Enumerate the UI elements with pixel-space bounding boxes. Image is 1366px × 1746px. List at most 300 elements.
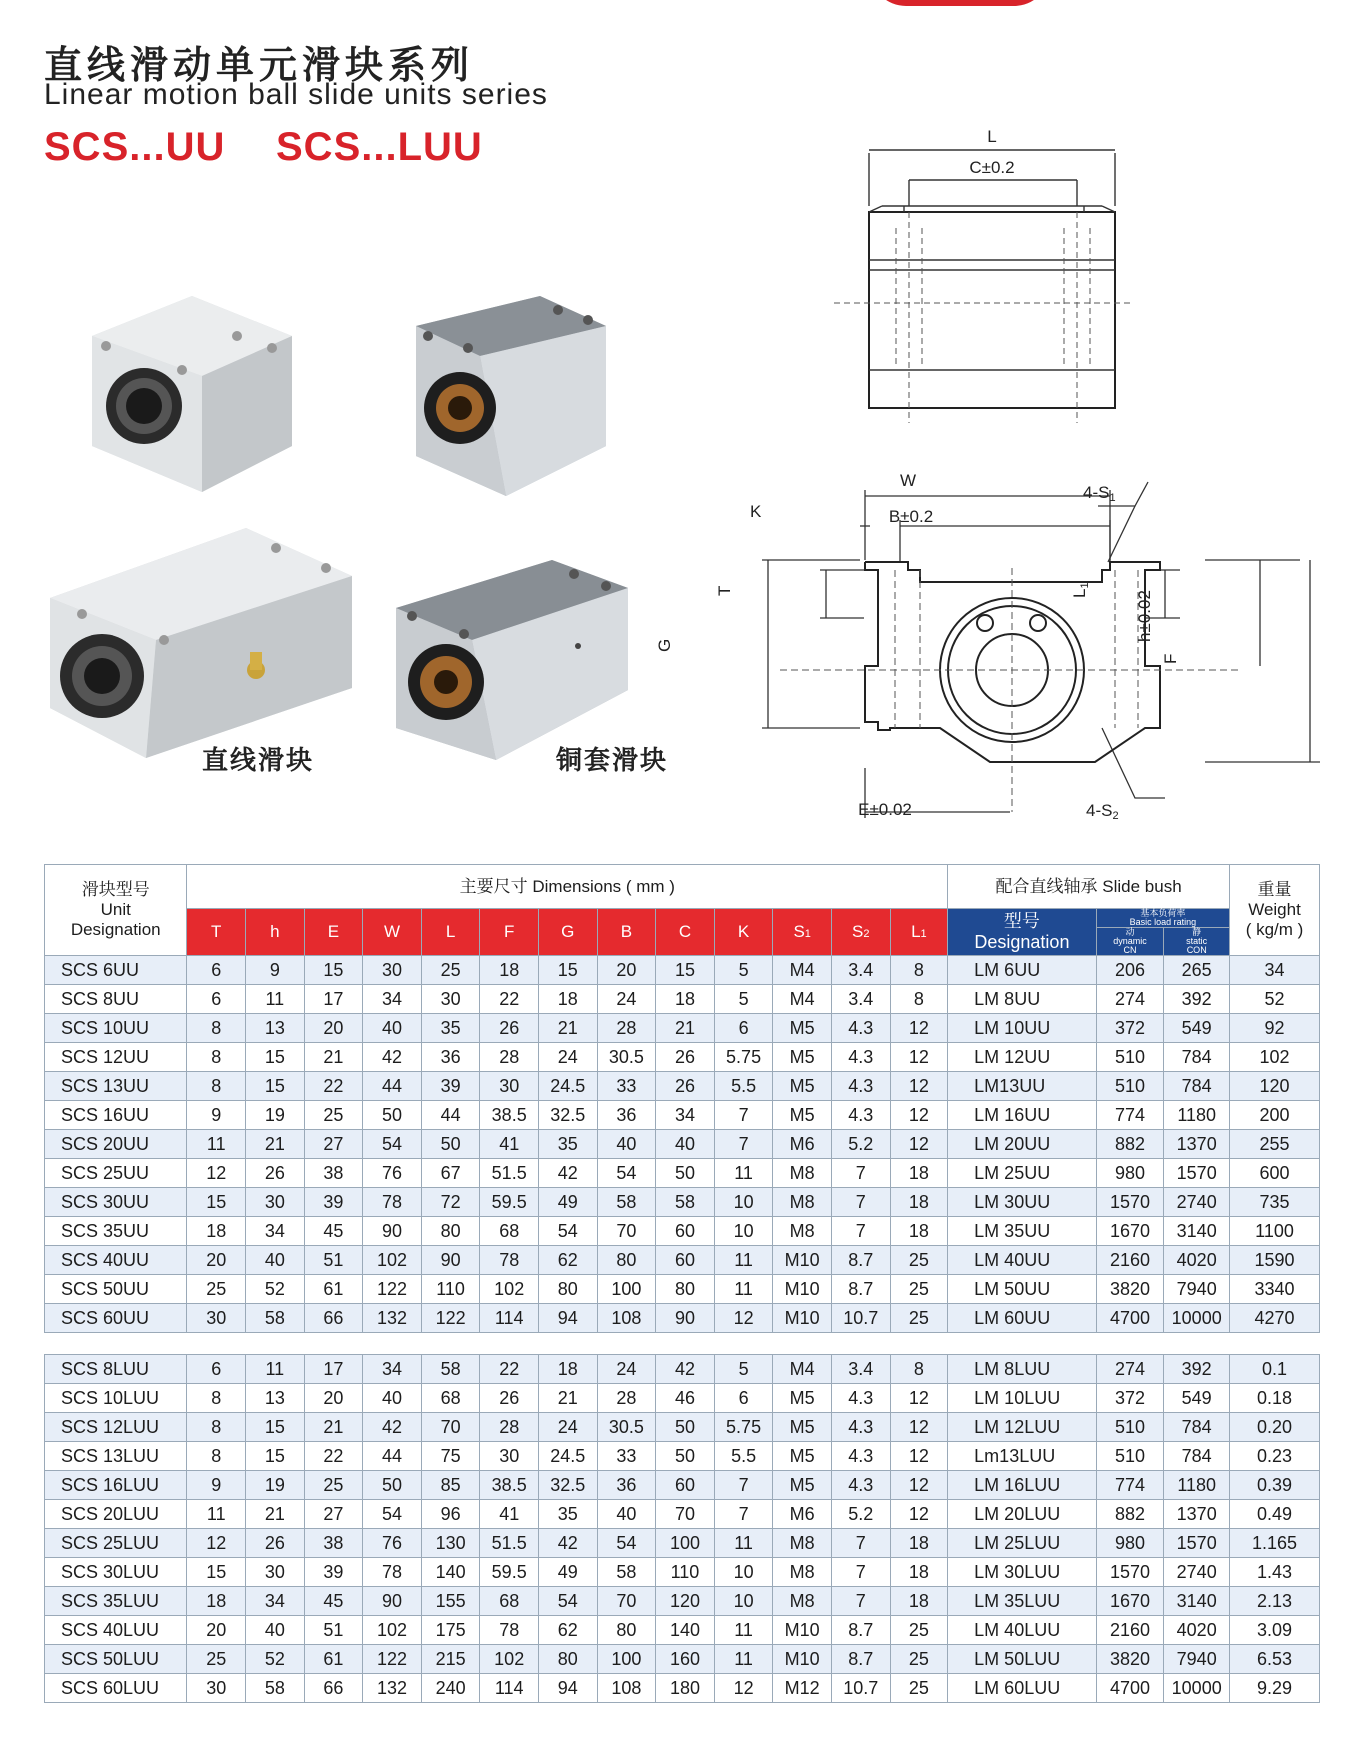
table-cell: 21 — [304, 1043, 363, 1072]
table-cell: 39 — [304, 1558, 363, 1587]
table-cell: 34 — [656, 1101, 715, 1130]
table-cell: 20 — [187, 1246, 246, 1275]
table-cell: 0.39 — [1230, 1471, 1320, 1500]
table-cell: 180 — [656, 1674, 715, 1703]
table-cell: 68 — [480, 1217, 539, 1246]
table-cell: 11 — [246, 985, 305, 1014]
table-cell: 4.3 — [831, 1101, 890, 1130]
table-cell: 102 — [1230, 1043, 1320, 1072]
table-cell: M10 — [773, 1246, 832, 1275]
table-cell: 67 — [421, 1159, 480, 1188]
table-cell: 7 — [714, 1101, 773, 1130]
table-cell: 78 — [480, 1616, 539, 1645]
table-cell: 6 — [714, 1014, 773, 1043]
table-cell: 1570 — [1164, 1529, 1230, 1558]
table-cell: 42 — [539, 1159, 598, 1188]
table-cell: 774 — [1096, 1101, 1164, 1130]
table-cell: 5.75 — [714, 1413, 773, 1442]
table-cell: 8 — [890, 985, 948, 1014]
table-cell: 36 — [421, 1043, 480, 1072]
column-header-8: C — [656, 909, 715, 956]
table-cell: 11 — [714, 1529, 773, 1558]
table-cell: 27 — [304, 1500, 363, 1529]
column-header-0: T — [187, 909, 246, 956]
bush-designation-cell: LM 6UU — [948, 956, 1097, 985]
table-cell: 8 — [890, 956, 948, 985]
table-cell: 24 — [597, 985, 656, 1014]
table-cell: 12 — [187, 1159, 246, 1188]
table-cell: 80 — [656, 1275, 715, 1304]
table-cell: 12 — [890, 1101, 948, 1130]
dim-label-s2: 4-S2 — [1086, 801, 1119, 822]
dim-label-g: G — [655, 638, 674, 652]
unit-designation-cell: SCS 8UU — [45, 985, 187, 1014]
table-cell: 76 — [363, 1159, 422, 1188]
dim-label-l1: L1 — [1070, 582, 1091, 598]
column-header-5: F — [480, 909, 539, 956]
table-cell: 12 — [890, 1442, 948, 1471]
unit-designation-cell: SCS 10UU — [45, 1014, 187, 1043]
table-cell: 200 — [1230, 1101, 1320, 1130]
table-cell: 21 — [304, 1413, 363, 1442]
table-cell: 19 — [246, 1471, 305, 1500]
table-cell: 0.49 — [1230, 1500, 1320, 1529]
table-cell: 40 — [363, 1384, 422, 1413]
table-cell: 30.5 — [597, 1043, 656, 1072]
table-cell: 30 — [187, 1674, 246, 1703]
uu-rows — [45, 956, 1320, 1333]
table-cell: 7 — [831, 1529, 890, 1558]
table-cell: 274 — [1096, 985, 1164, 1014]
table-cell: 80 — [539, 1645, 598, 1674]
table-cell: 3140 — [1164, 1217, 1230, 1246]
table-cell: 2740 — [1164, 1188, 1230, 1217]
table-cell: 90 — [363, 1587, 422, 1616]
table-cell: 20 — [304, 1014, 363, 1043]
bush-designation-cell: LM 25UU — [948, 1159, 1097, 1188]
table-cell: 9.29 — [1230, 1674, 1320, 1703]
table-cell: 22 — [304, 1442, 363, 1471]
table-cell: 26 — [480, 1014, 539, 1043]
table-cell: 24 — [539, 1043, 598, 1072]
table-cell: 8 — [187, 1072, 246, 1101]
table-cell: 12 — [187, 1529, 246, 1558]
table-row — [45, 1304, 1320, 1333]
table-cell: 7940 — [1164, 1645, 1230, 1674]
table-cell: 51 — [304, 1246, 363, 1275]
table-cell: 10000 — [1164, 1674, 1230, 1703]
table-cell: 12 — [890, 1014, 948, 1043]
table-cell: 8 — [890, 1355, 948, 1384]
table-cell: 22 — [304, 1072, 363, 1101]
table-cell: 90 — [656, 1304, 715, 1333]
bush-designation-cell: LM 40UU — [948, 1246, 1097, 1275]
table-cell: 10.7 — [831, 1304, 890, 1333]
table-cell: 15 — [246, 1442, 305, 1471]
column-header-2: E — [304, 909, 363, 956]
table-cell: 11 — [714, 1275, 773, 1304]
table-cell: 50 — [363, 1471, 422, 1500]
table-row — [45, 1014, 1320, 1043]
table-cell: 62 — [539, 1616, 598, 1645]
table-cell: 50 — [421, 1130, 480, 1159]
table-cell: 7 — [714, 1130, 773, 1159]
table-cell: 4020 — [1164, 1616, 1230, 1645]
table-cell: 78 — [480, 1246, 539, 1275]
table-cell: 15 — [246, 1043, 305, 1072]
table-cell: 52 — [246, 1645, 305, 1674]
table-cell: 52 — [246, 1275, 305, 1304]
table-cell: 22 — [480, 985, 539, 1014]
table-cell: M8 — [773, 1217, 832, 1246]
table-cell: 58 — [246, 1304, 305, 1333]
table-cell: 12 — [890, 1471, 948, 1500]
table-cell: 42 — [363, 1043, 422, 1072]
bush-designation-cell: LM 20UU — [948, 1130, 1097, 1159]
table-cell: 102 — [480, 1645, 539, 1674]
table-row — [45, 1246, 1320, 1275]
table-cell: 10 — [714, 1217, 773, 1246]
column-header-11: S2 — [831, 909, 890, 956]
unit-designation-cell: SCS 13LUU — [45, 1442, 187, 1471]
table-cell: 4.3 — [831, 1442, 890, 1471]
table-cell: 21 — [246, 1500, 305, 1529]
table-cell: M4 — [773, 1355, 832, 1384]
table-cell: 3140 — [1164, 1587, 1230, 1616]
table-cell: 12 — [890, 1500, 948, 1529]
table-cell: 4020 — [1164, 1246, 1230, 1275]
bush-designation-cell: Lm13LUU — [948, 1442, 1097, 1471]
page-title-cn: 直线滑动单元滑块系列 — [44, 43, 475, 87]
table-row — [45, 1645, 1320, 1674]
bush-designation-cell: LM 40LUU — [948, 1616, 1097, 1645]
table-cell: 58 — [597, 1558, 656, 1587]
table-cell: 54 — [597, 1159, 656, 1188]
table-cell: 27 — [304, 1130, 363, 1159]
table-cell: 40 — [246, 1616, 305, 1645]
table-cell: 68 — [421, 1384, 480, 1413]
table-row — [45, 1217, 1320, 1246]
table-cell: 510 — [1096, 1442, 1164, 1471]
dim-label-c: C±0.2 — [969, 158, 1015, 177]
table-cell: 15 — [246, 1072, 305, 1101]
table-cell: 59.5 — [480, 1188, 539, 1217]
unit-designation-cell: SCS 60UU — [45, 1304, 187, 1333]
table-cell: 52 — [1230, 985, 1320, 1014]
table-cell: 50 — [656, 1159, 715, 1188]
table-cell: 4.3 — [831, 1413, 890, 1442]
table-cell: 7940 — [1164, 1275, 1230, 1304]
table-cell: 4.3 — [831, 1014, 890, 1043]
dim-label-k: K — [750, 502, 762, 521]
table-cell: 21 — [539, 1014, 598, 1043]
table-cell: 8 — [187, 1384, 246, 1413]
table-cell: 30 — [421, 985, 480, 1014]
table-cell: 5.5 — [714, 1072, 773, 1101]
table-cell: 28 — [597, 1014, 656, 1043]
table-cell: 1670 — [1096, 1217, 1164, 1246]
table-cell: 1.165 — [1230, 1529, 1320, 1558]
table-cell: 274 — [1096, 1355, 1164, 1384]
table-cell: 68 — [480, 1587, 539, 1616]
table-cell: 40 — [597, 1130, 656, 1159]
unit-designation-cell: SCS 25UU — [45, 1159, 187, 1188]
table-cell: 90 — [421, 1246, 480, 1275]
table-cell: 38 — [304, 1529, 363, 1558]
table-cell: 78 — [363, 1188, 422, 1217]
table-cell: 4.3 — [831, 1471, 890, 1500]
table-cell: 12 — [890, 1384, 948, 1413]
table-cell: 102 — [480, 1275, 539, 1304]
table-cell: 32.5 — [539, 1101, 598, 1130]
bush-designation-cell: LM 60UU — [948, 1304, 1097, 1333]
unit-designation-cell: SCS 60LUU — [45, 1674, 187, 1703]
table-row — [45, 1188, 1320, 1217]
table-cell: M5 — [773, 1101, 832, 1130]
table-row — [45, 1674, 1320, 1703]
table-cell: 1570 — [1164, 1159, 1230, 1188]
table-cell: 2160 — [1096, 1616, 1164, 1645]
table-cell: 132 — [363, 1304, 422, 1333]
table-cell: 120 — [1230, 1072, 1320, 1101]
table-cell: 25 — [890, 1674, 948, 1703]
table-row — [45, 1275, 1320, 1304]
bush-designation-cell: LM 30LUU — [948, 1558, 1097, 1587]
table-cell: 1180 — [1164, 1471, 1230, 1500]
dim-label-l: L — [987, 127, 997, 146]
bush-designation-cell: LM 8LUU — [948, 1355, 1097, 1384]
table-cell: 70 — [597, 1217, 656, 1246]
table-cell: 6 — [187, 956, 246, 985]
table-cell: 372 — [1096, 1384, 1164, 1413]
bush-designation-cell: LM 16UU — [948, 1101, 1097, 1130]
table-cell: 10.7 — [831, 1674, 890, 1703]
table-row — [45, 1043, 1320, 1072]
table-cell: 62 — [539, 1246, 598, 1275]
table-cell: 155 — [421, 1587, 480, 1616]
table-cell: 51.5 — [480, 1159, 539, 1188]
table-cell: 41 — [480, 1130, 539, 1159]
table-cell: M5 — [773, 1014, 832, 1043]
table-cell: 6 — [714, 1384, 773, 1413]
table-cell: 33 — [597, 1072, 656, 1101]
dim-label-e: E±0.02 — [858, 800, 912, 819]
table-cell: 5.2 — [831, 1130, 890, 1159]
table-cell: 5.2 — [831, 1500, 890, 1529]
unit-designation-cell: SCS 50LUU — [45, 1645, 187, 1674]
front-view-drawing — [655, 470, 1330, 842]
table-row — [45, 1587, 1320, 1616]
table-cell: 120 — [656, 1587, 715, 1616]
table-cell: 10 — [714, 1558, 773, 1587]
table-cell: 18 — [187, 1587, 246, 1616]
table-cell: 20 — [597, 956, 656, 985]
table-cell: 3820 — [1096, 1645, 1164, 1674]
table-cell: 24.5 — [539, 1072, 598, 1101]
table-cell: 4270 — [1230, 1304, 1320, 1333]
table-cell: 85 — [421, 1471, 480, 1500]
table-cell: M8 — [773, 1159, 832, 1188]
unit-designation-cell: SCS 16LUU — [45, 1471, 187, 1500]
table-cell: 11 — [246, 1355, 305, 1384]
header-dimensions: 主要尺寸 Dimensions ( mm ) — [187, 865, 948, 909]
table-cell: 12 — [890, 1130, 948, 1159]
table-cell: 215 — [421, 1645, 480, 1674]
table-cell: 8 — [187, 1442, 246, 1471]
table-cell: 94 — [539, 1304, 598, 1333]
table-cell: 100 — [656, 1529, 715, 1558]
table-cell: 70 — [421, 1413, 480, 1442]
unit-designation-cell: SCS 50UU — [45, 1275, 187, 1304]
table-cell: 40 — [597, 1500, 656, 1529]
table-cell: 15 — [656, 956, 715, 985]
spec-table — [44, 864, 1320, 1703]
table-cell: 34 — [246, 1217, 305, 1246]
table-cell: 1570 — [1096, 1558, 1164, 1587]
table-cell: 160 — [656, 1645, 715, 1674]
table-cell: 42 — [656, 1355, 715, 1384]
table-cell: 72 — [421, 1188, 480, 1217]
table-cell: 10 — [714, 1587, 773, 1616]
table-cell: 4.3 — [831, 1043, 890, 1072]
table-cell: 18 — [890, 1558, 948, 1587]
table-cell: 11 — [187, 1130, 246, 1159]
table-cell: 38.5 — [480, 1471, 539, 1500]
table-row — [45, 1130, 1320, 1159]
table-cell: 175 — [421, 1616, 480, 1645]
table-cell: 25 — [890, 1246, 948, 1275]
table-cell: 3.4 — [831, 985, 890, 1014]
product-photo-short-silver — [410, 296, 610, 496]
table-cell: 9 — [187, 1471, 246, 1500]
table-cell: 18 — [187, 1217, 246, 1246]
table-cell: 9 — [246, 956, 305, 985]
table-cell: 4.3 — [831, 1072, 890, 1101]
table-cell: 100 — [597, 1275, 656, 1304]
table-cell: 4700 — [1096, 1304, 1164, 1333]
table-cell: 42 — [539, 1529, 598, 1558]
table-cell: M8 — [773, 1188, 832, 1217]
table-cell: 10 — [714, 1188, 773, 1217]
table-cell: 108 — [597, 1674, 656, 1703]
table-cell: 7 — [714, 1500, 773, 1529]
table-cell: 265 — [1164, 956, 1230, 985]
table-cell: 5 — [714, 985, 773, 1014]
table-cell: 7 — [831, 1217, 890, 1246]
table-row — [45, 1159, 1320, 1188]
dim-label-f: F — [1161, 653, 1180, 664]
table-cell: 58 — [421, 1355, 480, 1384]
table-cell: 3820 — [1096, 1275, 1164, 1304]
table-cell: 21 — [246, 1130, 305, 1159]
table-cell: 5 — [714, 1355, 773, 1384]
unit-designation-cell: SCS 35UU — [45, 1217, 187, 1246]
table-row — [45, 1558, 1320, 1587]
header-unit-designation: 滑块型号 Unit Designation — [45, 865, 187, 956]
table-cell: 206 — [1096, 956, 1164, 985]
table-cell: 34 — [363, 1355, 422, 1384]
table-cell: 35 — [539, 1130, 598, 1159]
table-cell: 35 — [421, 1014, 480, 1043]
bush-designation-cell: LM 60LUU — [948, 1674, 1097, 1703]
table-cell: 784 — [1164, 1043, 1230, 1072]
header-load-rating: 基本负荷率 Basic load rating — [1096, 909, 1229, 928]
table-cell: 19 — [246, 1101, 305, 1130]
unit-designation-cell: SCS 12LUU — [45, 1413, 187, 1442]
table-cell: 12 — [890, 1413, 948, 1442]
table-cell: 75 — [421, 1442, 480, 1471]
table-cell: 122 — [363, 1275, 422, 1304]
header-bush-designation: 型号 Designation — [948, 909, 1097, 956]
table-cell: M10 — [773, 1304, 832, 1333]
table-cell: 1100 — [1230, 1217, 1320, 1246]
table-cell: M5 — [773, 1413, 832, 1442]
dim-label-s1: 4-S1 — [1083, 483, 1116, 504]
table-cell: 46 — [656, 1384, 715, 1413]
table-cell: 3340 — [1230, 1275, 1320, 1304]
table-cell: 58 — [246, 1674, 305, 1703]
table-cell: 4.3 — [831, 1384, 890, 1413]
table-cell: 76 — [363, 1529, 422, 1558]
table-cell: 240 — [421, 1674, 480, 1703]
table-cell: 1570 — [1096, 1188, 1164, 1217]
table-cell: 882 — [1096, 1500, 1164, 1529]
table-cell: 18 — [890, 1159, 948, 1188]
table-cell: 39 — [421, 1072, 480, 1101]
unit-designation-cell: SCS 8LUU — [45, 1355, 187, 1384]
table-cell: 34 — [1230, 956, 1320, 985]
table-cell: 25 — [890, 1275, 948, 1304]
dim-label-t: T — [715, 585, 734, 596]
table-cell: 66 — [304, 1304, 363, 1333]
table-cell: 735 — [1230, 1188, 1320, 1217]
table-cell: 11 — [187, 1500, 246, 1529]
table-cell: 25 — [304, 1101, 363, 1130]
table-cell: 54 — [363, 1130, 422, 1159]
table-cell: 18 — [480, 956, 539, 985]
table-cell: 110 — [656, 1558, 715, 1587]
table-cell: 1.43 — [1230, 1558, 1320, 1587]
table-cell: 90 — [363, 1217, 422, 1246]
table-cell: 18 — [890, 1188, 948, 1217]
table-cell: 1670 — [1096, 1587, 1164, 1616]
column-header-9: K — [714, 909, 773, 956]
dim-label-w: W — [899, 471, 917, 490]
table-row — [45, 1355, 1320, 1384]
table-cell: 15 — [539, 956, 598, 985]
table-cell: 549 — [1164, 1014, 1230, 1043]
bush-designation-cell: LM 25LUU — [948, 1529, 1097, 1558]
table-cell: 80 — [539, 1275, 598, 1304]
table-cell: 132 — [363, 1674, 422, 1703]
unit-designation-cell: SCS 35LUU — [45, 1587, 187, 1616]
table-cell: 18 — [539, 985, 598, 1014]
table-cell: 114 — [480, 1674, 539, 1703]
table-cell: 3.4 — [831, 956, 890, 985]
table-cell: M4 — [773, 956, 832, 985]
unit-designation-cell: SCS 30LUU — [45, 1558, 187, 1587]
table-cell: 22 — [480, 1355, 539, 1384]
table-cell: M5 — [773, 1384, 832, 1413]
table-cell: 70 — [656, 1500, 715, 1529]
column-header-3: W — [363, 909, 422, 956]
table-cell: M5 — [773, 1043, 832, 1072]
table-cell: 60 — [656, 1246, 715, 1275]
table-cell: 0.20 — [1230, 1413, 1320, 1442]
product-photo-long-white — [46, 528, 356, 758]
table-cell: M10 — [773, 1275, 832, 1304]
table-cell: 11 — [714, 1159, 773, 1188]
